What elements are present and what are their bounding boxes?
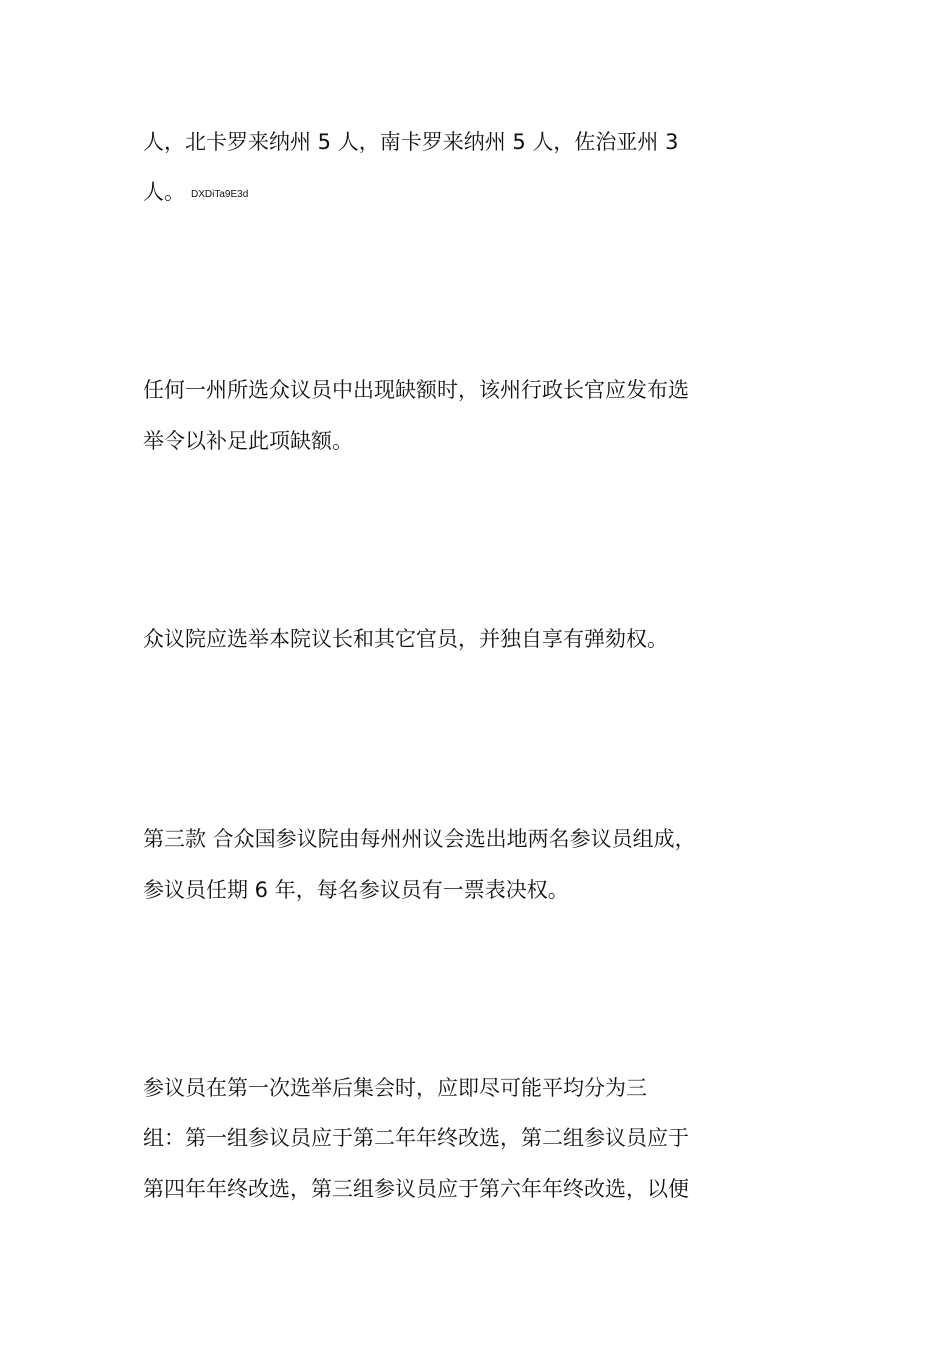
text-line: 任何一州所选众议员中出现缺额时，该州行政长官应发布选 bbox=[143, 378, 689, 402]
reference-code: DXDiTa9E3d bbox=[191, 189, 249, 200]
text-line: 参议员在第一次选举后集会时，应即尽可能平均分为三 bbox=[143, 1076, 647, 1100]
text-fragment: 人。 bbox=[143, 180, 185, 204]
text-line: 举令以补足此项缺额。 bbox=[143, 429, 353, 453]
text-line: 第三款 合众国参议院由每州州议会选出地两名参议员组成， bbox=[143, 827, 696, 851]
text-line: 人，北卡罗来纳州 5 人，南卡罗来纳州 5 人，佐治亚州 3 bbox=[143, 130, 679, 154]
text-line: 组：第一组参议员应于第二年年终改选，第二组参议员应于 bbox=[143, 1126, 689, 1150]
text-line: 众议院应选举本院议长和其它官员，并独自享有弹劾权。 bbox=[143, 627, 668, 651]
text-line: 第四年年终改选，第三组参议员应于第六年年终改选，以便 bbox=[143, 1177, 689, 1201]
text-line: 参议员任期 6 年，每名参议员有一票表决权。 bbox=[143, 878, 569, 902]
text-line bbox=[143, 178, 248, 209]
